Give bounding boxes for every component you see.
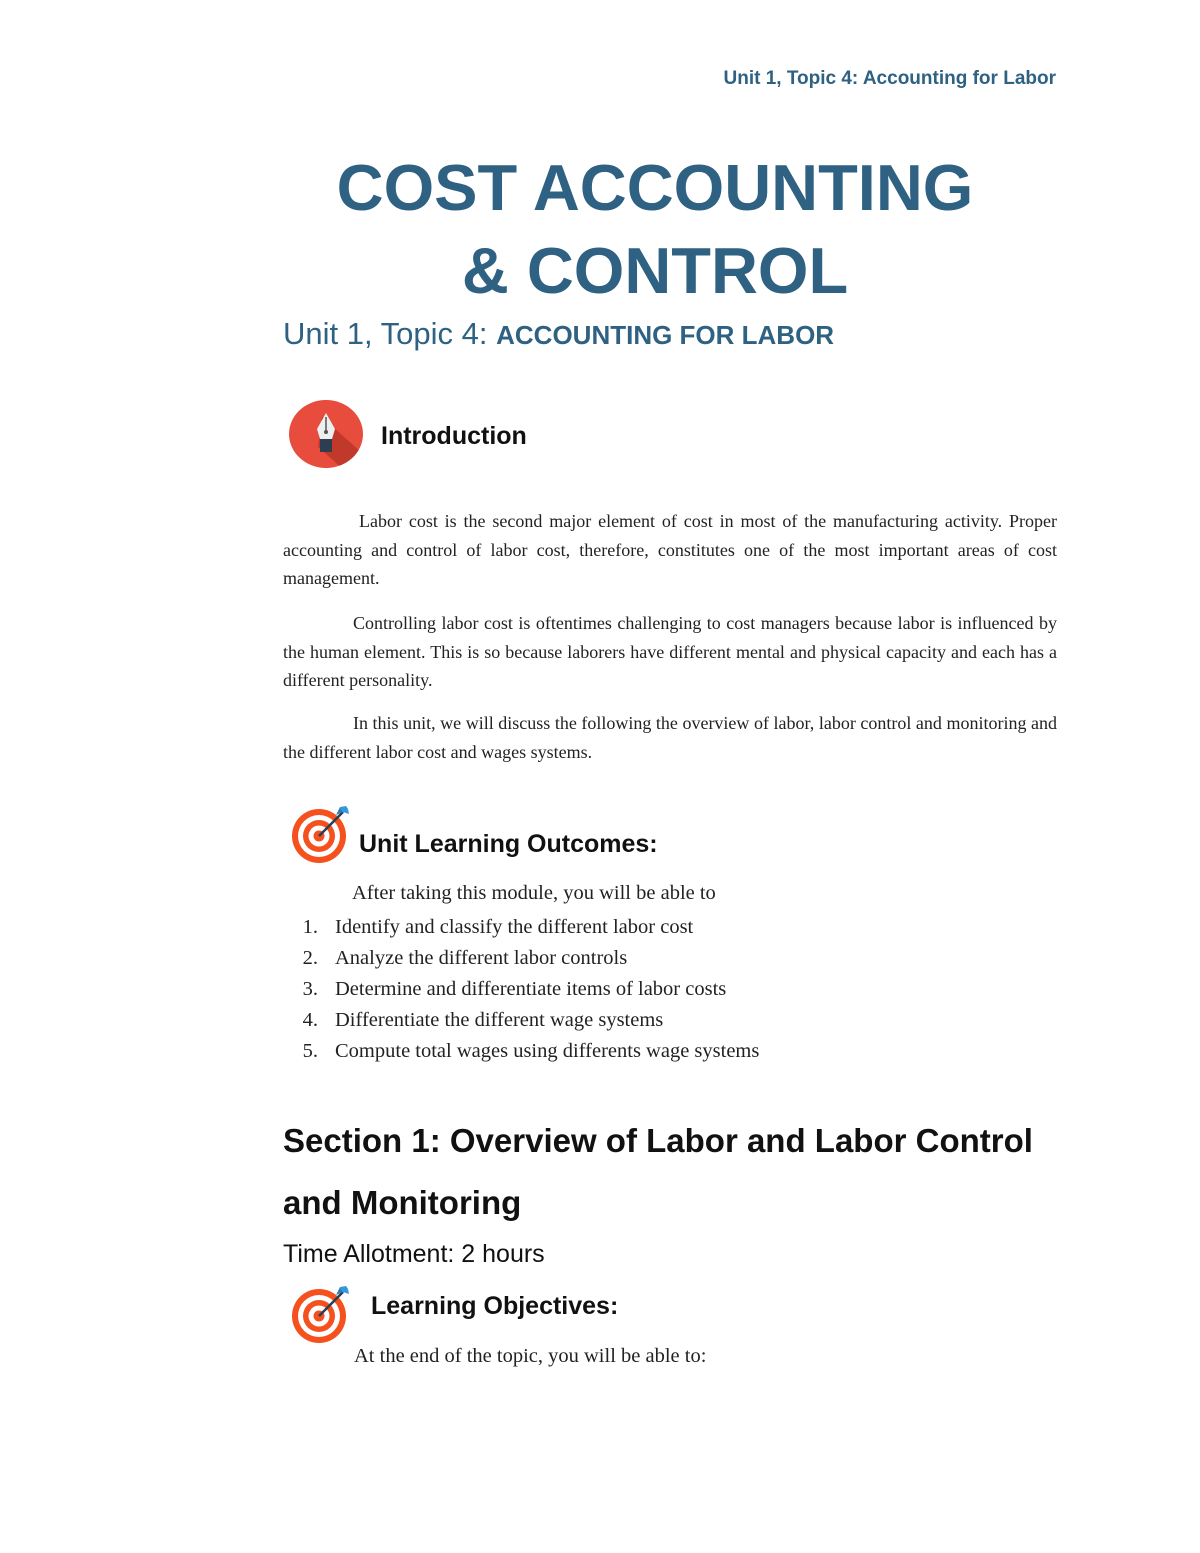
list-item-number: 2. <box>302 947 318 969</box>
section-title: Section 1: Overview of Labor and Labor Control and Monitoring <box>283 1122 1033 1221</box>
list-item-text: Determine and differentiate items of labor costs <box>335 978 727 1000</box>
list-item <box>283 974 759 1005</box>
time-allotment: Time Allotment: 2 hours <box>283 1240 545 1268</box>
list-item <box>283 1005 759 1036</box>
target-icon <box>290 803 352 865</box>
list-item-text: Differentiate the different wage systems <box>335 1009 664 1031</box>
learning-objectives-lead: At the end of the topic, you will be able to: <box>354 1345 707 1367</box>
unit-subtitle <box>283 316 834 352</box>
target-icon <box>290 1283 352 1345</box>
intro-paragraph-2: Controlling labor cost is oftentimes challenging to cost managers because labor is influenced by the human element. This is so because laborers have different mental and physical capacity and each has a different personality. <box>283 613 1057 690</box>
list-item-number: 4. <box>302 1009 318 1031</box>
learning-outcomes-lead: After taking this module, you will be able to <box>352 882 716 904</box>
list-item-text: Analyze the different labor controls <box>335 947 628 969</box>
title-line-1: COST ACCOUNTING <box>336 151 974 224</box>
list-item <box>283 943 759 974</box>
learning-objectives-heading: Learning Objectives: <box>371 1292 619 1320</box>
document-title <box>0 146 1200 312</box>
running-header: Unit 1, Topic 4: Accounting for Labor <box>723 68 1056 89</box>
list-item-number: 1. <box>302 916 318 938</box>
learning-outcomes-list <box>283 912 759 1067</box>
intro-paragraph-1: Labor cost is the second major element of cost in most of the manufacturing activity. Proper accounting and control of labor cost, therefore, constitutes one of the most important areas of cost management. <box>283 511 1057 588</box>
list-item <box>283 1036 759 1067</box>
list-item-number: 5. <box>302 1040 318 1062</box>
fountain-pen-icon <box>288 399 364 469</box>
title-line-2: & CONTROL <box>461 234 849 307</box>
list-item <box>283 912 759 943</box>
learning-outcomes-heading: Unit Learning Outcomes: <box>359 830 658 858</box>
list-item-text: Compute total wages using differents wage systems <box>335 1040 760 1062</box>
subtitle-prefix: Unit 1, Topic 4: <box>283 316 497 351</box>
subtitle-topic: ACCOUNTING FOR LABOR <box>496 320 835 350</box>
intro-paragraph-3: In this unit, we will discuss the following the overview of labor, labor control and monitoring and the different labor cost and wages systems. <box>283 713 1057 762</box>
list-item-text: Identify and classify the different labor cost <box>335 916 694 938</box>
list-item-number: 3. <box>302 978 318 1000</box>
introduction-heading: Introduction <box>381 422 527 450</box>
